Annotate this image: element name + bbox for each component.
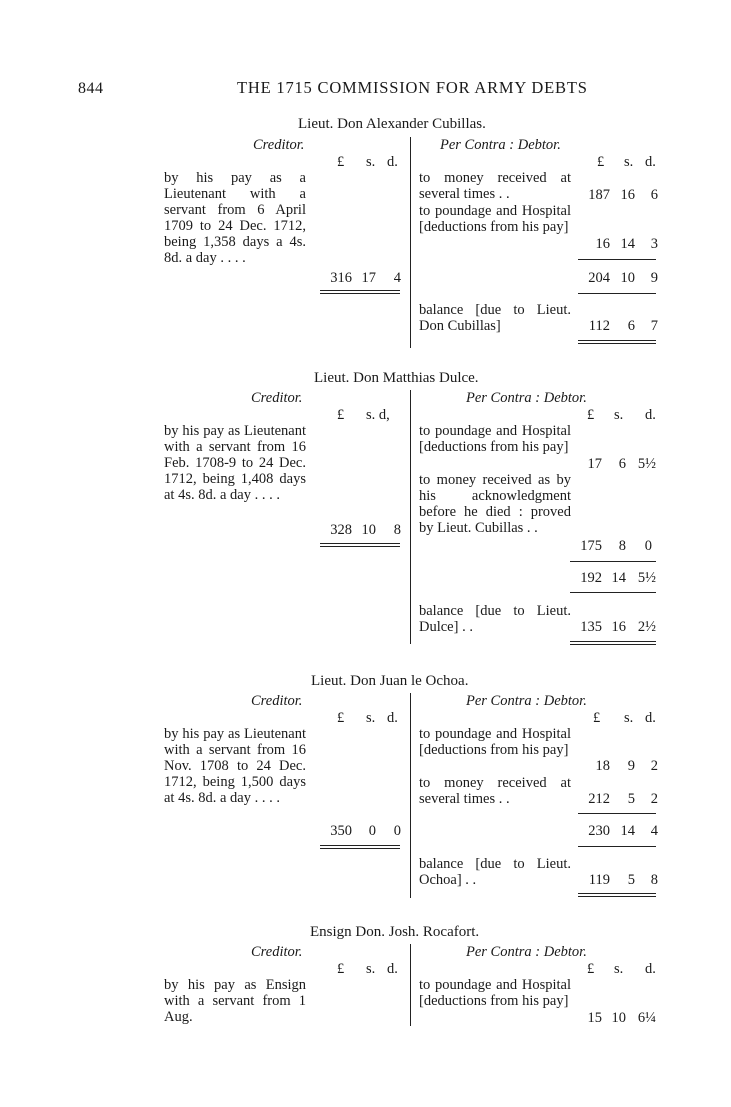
amount-pounds: 15 <box>587 1010 602 1026</box>
pound-header: £ <box>337 710 345 726</box>
amount-pounds: 230 <box>588 823 610 839</box>
amount-shillings: 5 <box>627 872 635 888</box>
amount-pence: 9 <box>650 270 658 286</box>
amount-pence: 3 <box>650 236 658 252</box>
amount-pounds: 119 <box>588 872 610 888</box>
creditor-label: Creditor. <box>253 137 305 153</box>
amount-pence: 5½ <box>637 570 656 586</box>
creditor-text: by his pay as Lieutenant with a servant from 16 Feb. 1708-9 to 24 Dec. 1712, being 1,408 days at 4s. 8d. a day . . . . <box>164 423 306 503</box>
entry-title: Ensign Don. Josh. Rocafort. <box>310 924 480 940</box>
column-divider <box>410 390 411 644</box>
pound-header: £ <box>597 154 605 170</box>
debtor-item-text: to poundage and Hospital [deductions from his pay] <box>419 977 571 1009</box>
amount-pounds: 112 <box>588 318 610 334</box>
debtor-item-text: to money received at several times . . <box>419 170 571 202</box>
amount-shillings: 6 <box>618 456 626 472</box>
amount-pence: 2½ <box>637 619 656 635</box>
double-rule <box>578 340 656 344</box>
amount-pounds: 135 <box>580 619 602 635</box>
amount-shillings: 17 <box>361 270 376 286</box>
single-rule <box>578 813 656 814</box>
amount-pence: 2 <box>650 758 658 774</box>
pound-header: £ <box>337 407 345 423</box>
amount-shillings: 0 <box>368 823 376 839</box>
amount-pence: 6 <box>650 187 658 203</box>
double-rule <box>578 893 656 897</box>
single-rule <box>578 293 656 294</box>
double-rule <box>320 290 400 294</box>
shilling-pence-header: s. d, <box>366 407 390 423</box>
amount-shillings: 8 <box>618 538 626 554</box>
amount-pence: 0 <box>644 538 652 554</box>
amount-pence: 0 <box>393 823 401 839</box>
single-rule <box>578 846 656 847</box>
amount-pence: 7 <box>650 318 658 334</box>
shilling-header: s. <box>624 154 634 170</box>
debtor-label: Per Contra : Debtor. <box>466 390 587 406</box>
single-rule <box>570 592 656 593</box>
amount-pence: 6¼ <box>637 1010 656 1026</box>
amount-shillings: 10 <box>611 1010 626 1026</box>
amount-pounds: 187 <box>588 187 610 203</box>
creditor-text: by his pay as Lieutenant with a servant from 16 Nov. 1708 to 24 Dec. 1712, being 1,500 days at 4s. 8d. a day . . . . <box>164 726 306 806</box>
amount-pounds: 18 <box>595 758 610 774</box>
debtor-label: Per Contra : Debtor. <box>466 944 587 960</box>
column-divider <box>410 693 411 898</box>
balance-text: balance [due to Lieut. Dulce] . . <box>419 603 571 635</box>
amount-pence: 5½ <box>637 456 656 472</box>
shilling-header: s. <box>366 961 376 977</box>
amount-shillings: 16 <box>620 187 635 203</box>
amount-pounds: 316 <box>330 270 352 286</box>
pence-header: d. <box>387 710 398 726</box>
pence-header: d. <box>645 407 656 423</box>
creditor-text: by his pay as a Lieutenant with a servant from 6 April 1709 to 24 Dec. 1712, being 1,358 days a 4s. 8d. a day . . . . <box>164 170 306 266</box>
amount-pence: 2 <box>650 791 658 807</box>
creditor-label: Creditor. <box>251 693 303 709</box>
amount-shillings: 10 <box>620 270 635 286</box>
entry-title: Lieut. Don Matthias Dulce. <box>314 370 479 386</box>
pound-header: £ <box>587 961 595 977</box>
amount-pounds: 192 <box>580 570 602 586</box>
debtor-label: Per Contra : Debtor. <box>440 137 561 153</box>
amount-pounds: 204 <box>588 270 610 286</box>
debtor-item-text: to money received at several times . . <box>419 775 571 807</box>
amount-pounds: 328 <box>330 522 352 538</box>
shilling-header: s. <box>366 710 376 726</box>
amount-shillings: 10 <box>361 522 376 538</box>
amount-pounds: 350 <box>330 823 352 839</box>
single-rule <box>570 561 656 562</box>
single-rule <box>578 259 656 260</box>
pound-header: £ <box>337 154 345 170</box>
column-divider <box>410 137 411 348</box>
amount-pence: 4 <box>393 270 401 286</box>
shilling-header: s. <box>624 710 634 726</box>
shilling-header: s. <box>614 961 624 977</box>
amount-pence: 8 <box>393 522 401 538</box>
pence-header: d. <box>645 154 656 170</box>
column-divider <box>410 944 411 1026</box>
pence-header: d. <box>387 961 398 977</box>
shilling-header: s. <box>614 407 624 423</box>
amount-shillings: 6 <box>627 318 635 334</box>
pound-header: £ <box>593 710 601 726</box>
page-number: 844 <box>78 80 104 97</box>
pence-header: d. <box>645 710 656 726</box>
debtor-item-text: to poundage and Hospital [deductions from his pay] <box>419 726 571 758</box>
pound-header: £ <box>587 407 595 423</box>
entry-title: Lieut. Don Alexander Cubillas. <box>298 116 486 132</box>
amount-shillings: 14 <box>620 236 635 252</box>
debtor-item-text: to money received as by his acknowledgment before he died : proved by Lieut. Cubillas . . <box>419 472 571 536</box>
double-rule <box>570 641 656 645</box>
creditor-text: by his pay as Ensign with a servant from 1 Aug. <box>164 977 306 1025</box>
creditor-label: Creditor. <box>251 390 303 406</box>
balance-text: balance [due to Lieut. Ochoa] . . <box>419 856 571 888</box>
double-rule <box>320 543 400 547</box>
amount-shillings: 14 <box>611 570 626 586</box>
amount-shillings: 5 <box>627 791 635 807</box>
running-head: THE 1715 COMMISSION FOR ARMY DEBTS <box>237 78 588 97</box>
amount-shillings: 9 <box>627 758 635 774</box>
amount-pounds: 17 <box>587 456 602 472</box>
entry-title: Lieut. Don Juan le Ochoa. <box>311 673 469 689</box>
debtor-item-text: to poundage and Hospital [deductions from his pay] <box>419 423 571 455</box>
amount-pounds: 16 <box>595 236 610 252</box>
double-rule <box>320 845 400 849</box>
debtor-item-text: to poundage and Hospital [deductions from his pay] <box>419 203 571 235</box>
amount-shillings: 16 <box>611 619 626 635</box>
amount-pounds: 175 <box>580 538 602 554</box>
shilling-header: s. <box>366 154 376 170</box>
pound-header: £ <box>337 961 345 977</box>
balance-text: balance [due to Lieut. Don Cubillas] <box>419 302 571 334</box>
amount-pence: 8 <box>650 872 658 888</box>
amount-pounds: 212 <box>588 791 610 807</box>
pence-header: d. <box>387 154 398 170</box>
debtor-label: Per Contra : Debtor. <box>466 693 587 709</box>
amount-shillings: 14 <box>620 823 635 839</box>
creditor-label: Creditor. <box>251 944 303 960</box>
pence-header: d. <box>645 961 656 977</box>
amount-pence: 4 <box>650 823 658 839</box>
